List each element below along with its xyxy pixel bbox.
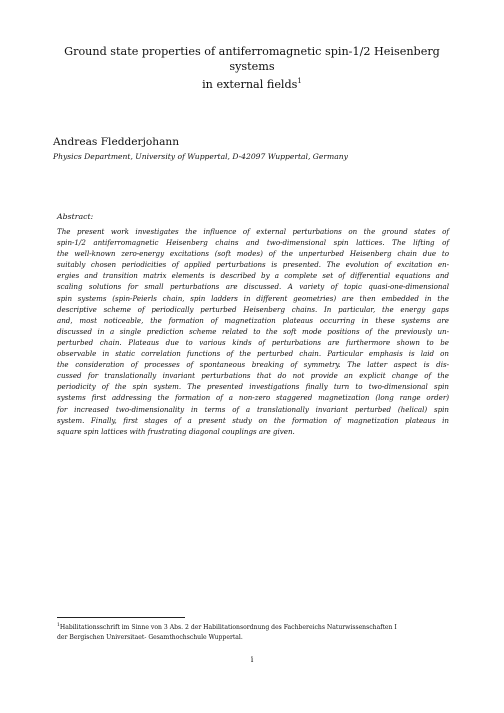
abstract-line: spin-1/2 antiferromagnetic Heisenberg chains and two-dimensional spin lattices. The lifting of: [57, 238, 449, 248]
abstract-line: perturbed chain. Plateaus due to various kinds of perturbations are furthermore shown to be: [57, 337, 449, 347]
abstract-line: descriptive scheme of periodically perturbed Heisenberg chains. In particular, the energy gaps: [57, 304, 449, 314]
footnote-divider: [57, 617, 185, 618]
title-line-1: Ground state properties of antiferromagnetic spin-1/2 Heisenberg systems: [64, 45, 440, 73]
page-number: i: [250, 655, 254, 664]
abstract-label: Abstract:: [57, 212, 94, 221]
author-name: Andreas Fledderjohann: [53, 136, 180, 148]
title-line-2: [40, 74, 464, 92]
abstract-line: discussed in a single prediction scheme related to the soft mode positions of the previously un-: [57, 326, 449, 336]
footnote: [57, 621, 452, 642]
abstract-line: scaling solutions for small perturbations are discussed. A variety of topic quasi-one-dimensional: [57, 282, 449, 292]
abstract-line: square spin lattices with frustrating diagonal couplings are given.: [57, 426, 295, 436]
footnote-line-1: [57, 621, 452, 633]
abstract-body: [57, 226, 449, 437]
title-footnote-mark: 1: [297, 77, 302, 85]
abstract-line: systems first addressing the formation of a non-zero staggered magnetization (long range order): [57, 393, 449, 403]
paper-title: [40, 44, 464, 92]
title-line-2-text: in external fields: [202, 78, 298, 91]
author-affiliation: Physics Department, University of Wuppertal, D-42097 Wuppertal, Germany: [53, 152, 348, 161]
abstract-line: ergies and transition matrix elements is described by a complete set of differential equations and: [57, 271, 449, 281]
abstract-line: suitably chosen periodicities of applied perturbations is presented. The evolution of excitation en-: [57, 260, 449, 270]
abstract-line: the consideration of processes of spontaneous breaking of symmetry. The latter aspect is dis-: [57, 360, 449, 370]
footnote-mark: 1: [57, 623, 60, 628]
abstract-line: system. Finally, first stages of a present study on the formation of magnetization plateaus in: [57, 415, 449, 425]
footnote-line-2: der Bergischen Universitaet- Gesamthochschule Wuppertal.: [57, 633, 243, 641]
abstract-line: cussed for translationally invariant perturbations that do not provide an explicit change of the: [57, 371, 449, 381]
abstract-line: and, most noticeable, the formation of magnetization plateaus occurring in these systems are: [57, 315, 449, 325]
abstract-line: spin systems (spin-Peierls chain, spin ladders in different geometries) are then embedded in the: [57, 293, 449, 303]
footnote-line-1-text: Habilitationsschrift im Sinne von 3 Abs. 2 der Habilitationsordnung des Fachbereichs Naturwissenschaften I: [59, 624, 397, 631]
abstract-line: the well-known zero-energy excitations (soft modes) of the unperturbed Heisenberg chain due to: [57, 249, 449, 259]
abstract-line: The present work investigates the influence of external perturbations on the ground states of: [57, 227, 449, 236]
abstract-line: observable in static correlation functions of the perturbed chain. Particular emphasis is laid on: [57, 349, 449, 359]
abstract-line: for increased two-dimensionality in terms of a translationally invariant perturbed (helical) spin: [57, 404, 449, 414]
abstract-line: periodicity of the spin system. The presented investigations finally turn to two-dimensional spin: [57, 382, 449, 392]
